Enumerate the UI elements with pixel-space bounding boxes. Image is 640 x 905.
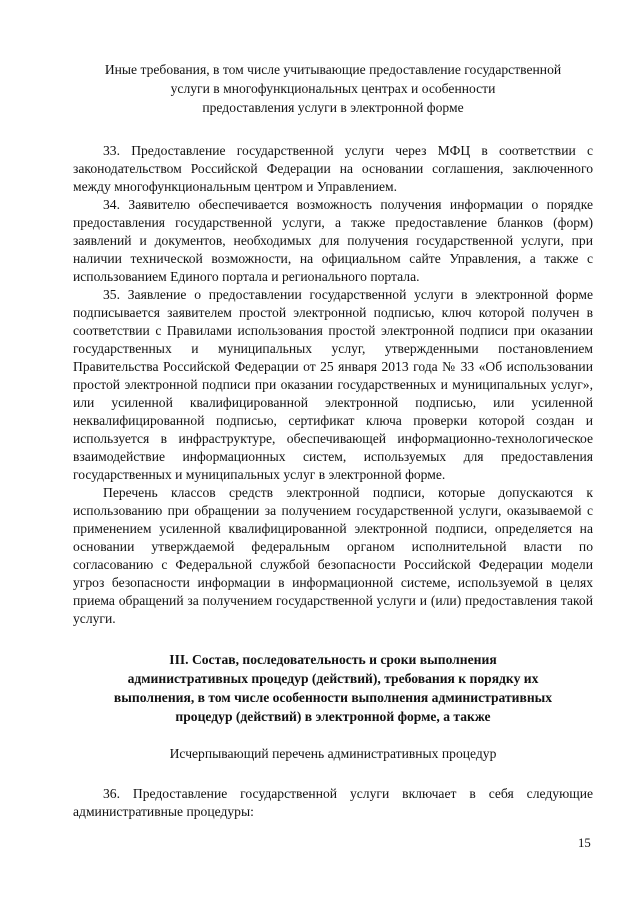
paragraph-36: 36. Предоставление государственной услуги включает в себя следующие административные процедуры:	[73, 786, 593, 819]
heading-line: Иные требования, в том числе учитывающие предоставление государственной	[104, 62, 562, 77]
paragraph-34: 34. Заявителю обеспечивается возможность получения информации о порядке предоставления государственной услуги, а также предоставление бланков (форм) заявлений и документов, необходимых для получения государственной услуги, при наличии технической возможности, на официальном сайте Управления, а также с использованием Единого портала и регионального портала.	[73, 197, 593, 284]
heading-line: выполнения, в том числе особенности выполнения административных	[113, 690, 553, 705]
heading-line: процедур (действий) в электронной форме, а также	[175, 709, 491, 724]
section-heading-iii	[73, 650, 593, 726]
page-content	[73, 60, 593, 821]
paragraph-signature-classes: Перечень классов средств электронной подписи, которые допускаются к использованию при обращении за получением государственной услуги, оказываемой с применением усиленной квалифицированной электронной подписи, определяется на основании утверждаемой федеральным органом исполнительной власти по согласованию с Федеральной службой безопасности Российской Федерации модели угроз безопасности информации в информационной системе, используемой в целях приема обращений за получением государственной услуги и (или) предоставления такой услуги.	[73, 485, 593, 626]
heading-line: услуги в многофункциональных центрах и особенности	[170, 81, 496, 96]
paragraph-35: 35. Заявление о предоставлении государственной услуги в электронной форме подписывается заявителем простой электронной подписью, ключ которой получен в соответствии с Правилами использования простой электронной подписи при оказании государственных и муниципальных услуг, утвержденными постановлением Правительства Российской Федерации от 25 января 2013 года № 33 «Об использовании простой электронной подписи при оказании государственных и муниципальных услуг», или усиленной квалифицированной электронной подписью, или усиленной неквалифицированной подписью, сертификат ключа проверки которой создан и используется в инфраструктуре, обеспечивающей информационно-технологическое взаимодействие информационных систем, используемых для предоставления государственных и муниципальных услуг в электронной форме.	[73, 287, 593, 482]
heading-line: III. Состав, последовательность и сроки выполнения	[169, 652, 497, 667]
paragraph-33: 33. Предоставление государственной услуги через МФЦ в соответствии с законодательством Российской Федерации на основании соглашения, заключенного между многофункциональным центром и Управлением.	[73, 143, 593, 194]
heading-line: административных процедур (действий), требования к порядку их	[127, 671, 539, 686]
section-heading-other-requirements	[73, 60, 593, 117]
procedures-subheading: Исчерпывающий перечень административных процедур	[169, 746, 497, 761]
heading-line: предоставления услуги в электронной форме	[202, 100, 464, 115]
page-number: 15	[578, 836, 591, 850]
